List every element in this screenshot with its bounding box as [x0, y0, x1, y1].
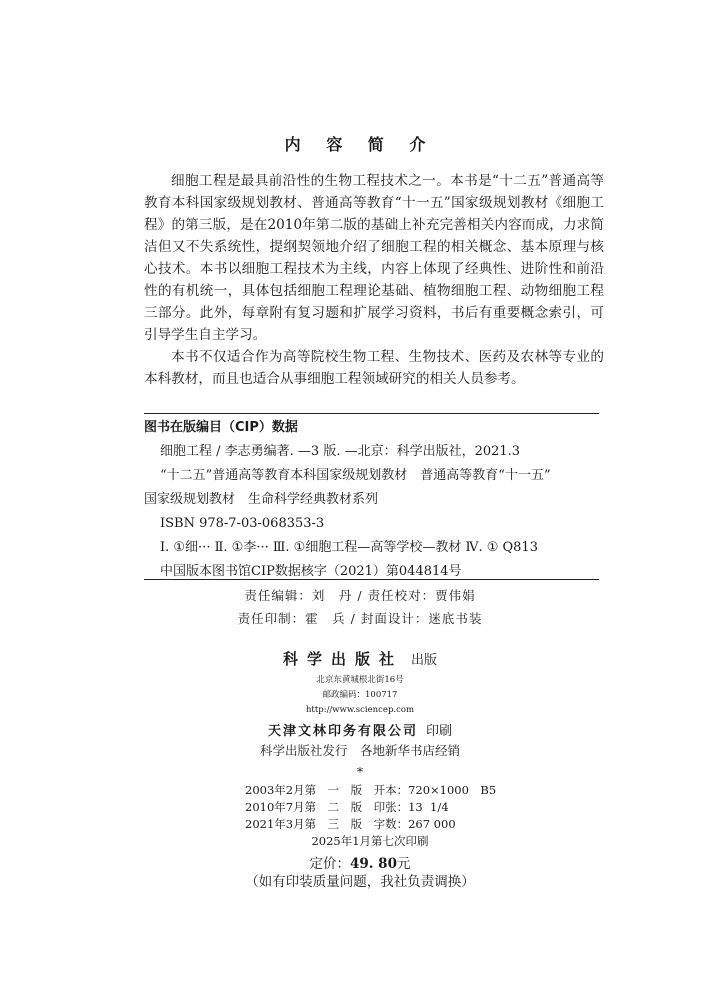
cip-bottom-rule — [144, 579, 599, 580]
printer-name: 天津文林印务有限公司 — [267, 724, 418, 739]
edition-row: 2003年2月第 一 版 开本：720×1000 B5 — [245, 783, 497, 797]
credits-line-2: 责任印制：霍 兵 / 封面设计：迷底书装 — [237, 611, 483, 626]
cip-top-rule — [144, 413, 599, 414]
intro-paragraph-1: 细胞工程是最具前沿性的生物工程技术之一。本书是“十二五”普通高等教育本科国家级规划教材、普通高等教育“十一五”国家级规划教材《细胞工程》的第三版，是在2010年第二版的基础上补充完善相关内容而成，力求简洁但又不失系统性，提纲契领地介绍了细胞工程的相关概念、基本原理与核心技术。本书以细胞工程技术为主线，内容上体现了经典性、进阶性和前沿性的有机统一，具体包括细胞工程理论基础、植物细胞工程、动物细胞工程三部分。此外，每章附有复习题和扩展学习资料，书后有重要概念索引，可引导学生自主学习。 — [144, 173, 604, 343]
price-label: 定价： — [309, 856, 350, 872]
quality-notice: （如有印装质量问题，我社负责调换） — [245, 874, 475, 890]
cip-classification: Ⅰ. ①细··· Ⅱ. ①李··· Ⅲ. ①细胞工程—高等学校—教材 Ⅳ. ① Q813 — [160, 540, 538, 555]
cip-line-title: 细胞工程 / 李志勇编著. —3 版. —北京：科学出版社，2021.3 — [160, 444, 521, 459]
publisher-name: 科学出版社 — [282, 650, 403, 668]
credits-line-1: 责任编辑：刘 丹 / 责任校对：贾伟娟 — [244, 588, 476, 603]
edition-row: 2010年7月第 二 版 印张：13 1/4 — [245, 800, 449, 814]
edition-table — [245, 782, 545, 850]
cip-line-series-1: “十二五”普通高等教育本科国家级规划教材 普通高等教育“十一五” — [160, 468, 551, 483]
edition-row: 2021年3月第 三 版 字数：267 000 — [245, 817, 456, 831]
cip-isbn: ISBN 978-7-03-068353-3 — [160, 516, 325, 531]
cip-verification: 中国版本图书馆CIP数据核字（2021）第044814号 — [160, 564, 462, 579]
publisher-suffix: 出版 — [411, 653, 438, 668]
price-value: 49. 80 — [350, 856, 397, 872]
printer-suffix: 印刷 — [426, 724, 453, 739]
intro-section — [144, 170, 604, 390]
distribution-line: 科学出版社发行 各地新华书店经销 — [259, 743, 460, 758]
separator-star: * — [356, 764, 364, 779]
intro-paragraph-2: 本书不仅适合作为高等院校生物工程、生物技术、医药及农林等专业的本科教材，而且也适合从事细胞工程领域研究的相关人员参考。 — [144, 349, 604, 387]
cip-line-series-2: 国家级规划教材 生命科学经典教材系列 — [144, 492, 379, 507]
printing-row: 2025年1月第七次印刷 — [311, 834, 429, 848]
publisher-postcode: 邮政编码：100717 — [322, 690, 398, 700]
page-title: 内 容 简 介 — [284, 135, 436, 154]
publisher-url: http://www.sciencep.com — [305, 705, 415, 715]
publisher-address: 北京东黄城根北街16号 — [316, 675, 404, 685]
printer-line — [0, 720, 720, 739]
publisher-line — [0, 648, 720, 669]
cip-heading: 图书在版编目（CIP）数据 — [144, 420, 298, 435]
price-line — [0, 852, 720, 872]
price-unit: 元 — [396, 856, 411, 872]
cip-block — [144, 416, 604, 584]
